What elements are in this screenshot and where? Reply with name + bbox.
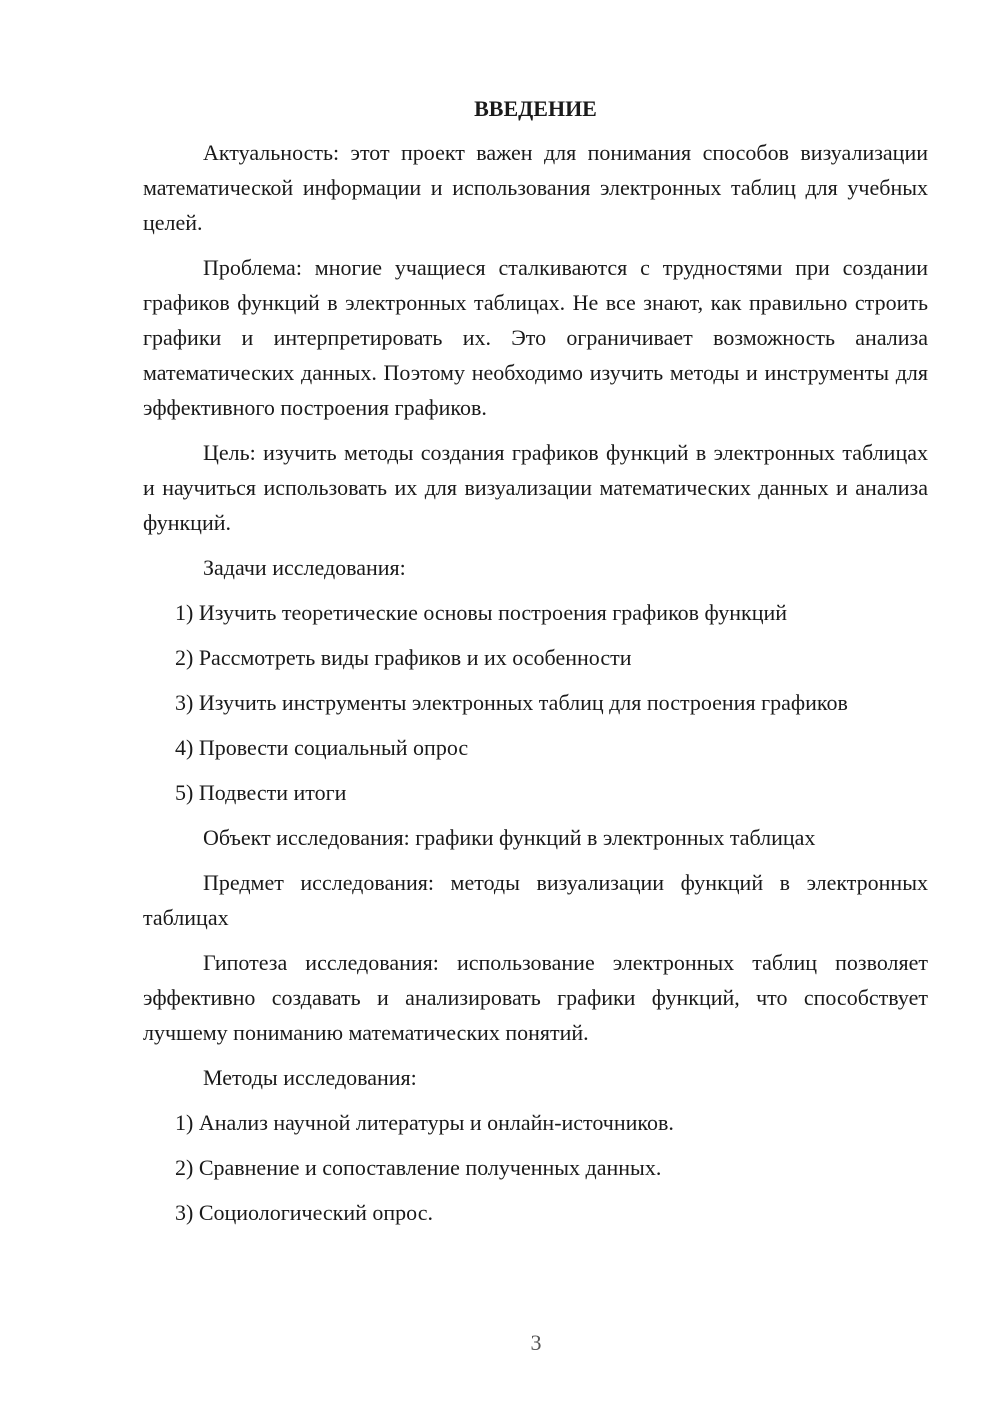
problem-paragraph: Проблема: многие учащиеся сталкиваются с трудностями при создании графиков функций в электронных таблицах. Не все знают, как правильно строить графики и интерпретировать их. Это ограничивает возможность анализа математических данных. Поэтому необходимо изучить методы и инструменты для эффективного построения графиков. (143, 255, 928, 420)
task-item-1: 1) Изучить теоретические основы построения графиков функций (175, 600, 788, 625)
hypothesis-paragraph: Гипотеза исследования: использование электронных таблиц позволяет эффективно создавать и анализировать графики функций, что способствует лучшему пониманию математических понятий. (143, 950, 928, 1045)
page-number: 3 (530, 1330, 542, 1355)
document-page (143, 94, 928, 1240)
method-item-2: 2) Сравнение и сопоставление полученных данных. (175, 1155, 662, 1180)
subject-paragraph: Предмет исследования: методы визуализации функций в электронных таблицах (143, 870, 928, 930)
methods-heading: Методы исследования: (203, 1065, 417, 1090)
relevance-paragraph: Актуальность: этот проект важен для понимания способов визуализации математической информации и использования электронных таблиц для учебных целей. (143, 140, 928, 235)
method-item-1: 1) Анализ научной литературы и онлайн-источников. (175, 1110, 674, 1135)
section-title: ВВЕДЕНИЕ (474, 96, 597, 121)
task-item-2: 2) Рассмотреть виды графиков и их особенности (175, 645, 632, 670)
object-paragraph: Объект исследования: графики функций в электронных таблицах (203, 825, 816, 850)
task-item-4: 4) Провести социальный опрос (175, 735, 469, 760)
goal-paragraph: Цель: изучить методы создания графиков функций в электронных таблицах и научиться использовать их для визуализации математических данных и анализа функций. (143, 440, 928, 535)
task-item-5: 5) Подвести итоги (175, 780, 347, 805)
task-item-3: 3) Изучить инструменты электронных таблиц для построения графиков (175, 690, 848, 715)
tasks-heading: Задачи исследования: (203, 555, 406, 580)
method-item-3: 3) Социологический опрос. (175, 1200, 433, 1225)
